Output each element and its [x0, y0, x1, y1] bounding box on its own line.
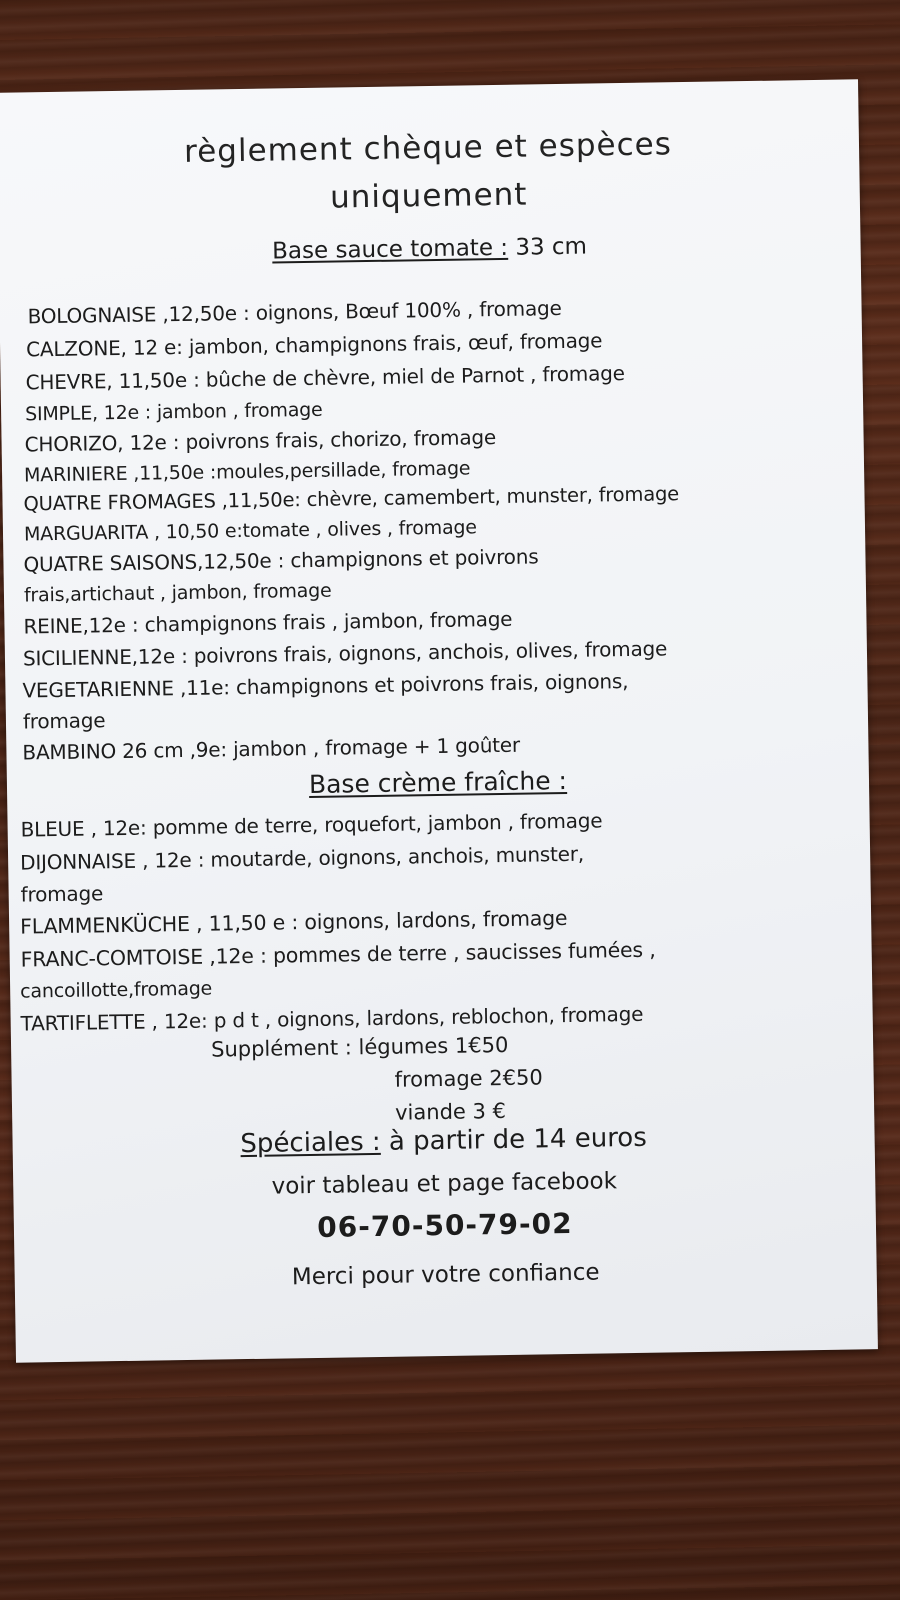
menu-item: CHEVRE, 11,50e : bûche de chèvre, miel de Parnot , fromage [25, 361, 625, 395]
supplement-cheese: fromage 2€50 [394, 1065, 543, 1092]
payment-heading-line1: règlement chèque et espèces [183, 126, 673, 170]
menu-item-continuation: cancoillotte,fromage [20, 977, 213, 1003]
cream-base-header [7, 761, 869, 804]
menu-item: MARINIERE ,11,50e :moules,persillade, fromage [23, 457, 471, 487]
menu-item: SICILIENNE,12e : poivrons frais, oignons, anchois, olives, fromage [22, 636, 668, 671]
menu-item-continuation: fromage [20, 881, 104, 907]
cream-base-label: Base crème fraîche : [308, 765, 568, 800]
tomato-base-header [0, 229, 861, 269]
menu-item: BLEUE , 12e: pomme de terre, roquefort, jambon , fromage [20, 808, 603, 842]
menu-item: REINE,12e : champignons frais , jambon, fromage [23, 606, 513, 639]
menu-item: DIJONNAISE , 12e : moutarde, oignons, anchois, munster, [19, 841, 585, 875]
menu-item: SIMPLE, 12e : jambon , fromage [24, 398, 323, 426]
tomato-base-size: 33 cm [515, 233, 588, 261]
supplement-vegetables: légumes 1€50 [358, 1032, 509, 1060]
payment-heading-line2: uniquement [329, 176, 528, 216]
menu-item: VEGETARIENNE ,11e: champignons et poivrons frais, oignons, [22, 668, 629, 703]
menu-item: QUATRE FROMAGES ,11,50e: chèvre, camembert, munster, fromage [23, 482, 680, 516]
menu-item: BAMBINO 26 cm ,9e: jambon , fromage + 1 goûter [22, 732, 521, 765]
supplement-meat: viande 3 € [394, 1098, 507, 1125]
tomato-base-label: Base sauce tomate : [271, 234, 509, 265]
thanks-message: Merci pour votre confiance [291, 1259, 600, 1291]
menu-item: BOLOGNAISE ,12,50e : oignons, Bœuf 100% , fromage [27, 295, 562, 329]
menu-item: QUATRE SAISONS,12,50e : champignons et poivrons [23, 544, 539, 577]
menu-item: CHORIZO, 12e : poivrons frais, chorizo, fromage [24, 425, 497, 457]
supplement-label: Supplément : [210, 1035, 353, 1062]
specials-line [12, 1119, 874, 1163]
menu-item: TARTIFLETTE , 12e: p d t , oignons, lardons, reblochon, fromage [20, 1001, 644, 1036]
facebook-note: voir tableau et page facebook [271, 1168, 618, 1200]
menu-item: MARGUARITA , 10,50 e:tomate , olives , fromage [23, 516, 477, 546]
menu-item: CALZONE, 12 e: jambon, champignons frais, œuf, fromage [25, 328, 603, 362]
menu-item-continuation: fromage [22, 708, 106, 734]
phone-number: 06-70-50-79-02 [317, 1206, 573, 1244]
specials-label: Spéciales : [240, 1126, 381, 1160]
specials-text: à partir de 14 euros [380, 1122, 647, 1157]
menu-item: FRANC-COMTOISE ,12e : pommes de terre , saucisses fumées , [20, 937, 656, 972]
menu-item: FLAMMENKÜCHE , 11,50 e : oignons, lardons, fromage [19, 905, 568, 939]
menu-card [0, 79, 878, 1362]
menu-item-continuation: frais,artichaut , jambon, fromage [23, 579, 332, 607]
supplement-row [211, 1033, 509, 1062]
